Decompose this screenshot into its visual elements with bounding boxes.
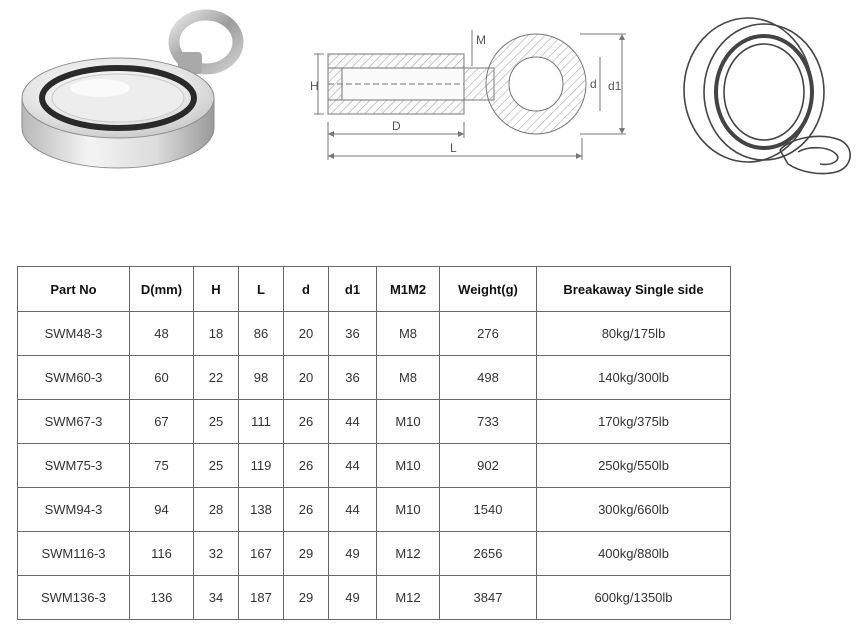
cell-l: 138 — [239, 488, 284, 532]
spec-table — [17, 266, 731, 620]
table-row — [18, 312, 731, 356]
cell-breakaway: 400kg/880lb — [537, 532, 731, 576]
cell-h: 25 — [194, 444, 239, 488]
cell-l: 98 — [239, 356, 284, 400]
cell-h: 18 — [194, 312, 239, 356]
cell-d: 29 — [284, 576, 329, 620]
cell-d: 20 — [284, 356, 329, 400]
cell-part-no: SWM60-3 — [18, 356, 130, 400]
cell-weight: 498 — [440, 356, 537, 400]
cell-part-no: SWM48-3 — [18, 312, 130, 356]
cell-d: 26 — [284, 444, 329, 488]
cell-h: 25 — [194, 400, 239, 444]
dim-label-h: H — [310, 79, 319, 93]
dim-label-big-d: D — [392, 119, 401, 133]
cell-d: 20 — [284, 312, 329, 356]
cell-m1m2: M10 — [377, 400, 440, 444]
cell-l: 119 — [239, 444, 284, 488]
cell-weight: 2656 — [440, 532, 537, 576]
cell-l: 187 — [239, 576, 284, 620]
header-weight: Weight(g) — [440, 267, 537, 312]
cell-l: 111 — [239, 400, 284, 444]
table-row — [18, 400, 731, 444]
cell-breakaway: 140kg/300lb — [537, 356, 731, 400]
cell-weight: 3847 — [440, 576, 537, 620]
cell-d1: 44 — [329, 400, 377, 444]
cell-h: 32 — [194, 532, 239, 576]
header-part-no: Part No — [18, 267, 130, 312]
cell-breakaway: 250kg/550lb — [537, 444, 731, 488]
header-d: d — [284, 267, 329, 312]
header-d-mm: D(mm) — [130, 267, 194, 312]
cell-m1m2: M10 — [377, 488, 440, 532]
cell-m1m2: M8 — [377, 356, 440, 400]
cell-d1: 49 — [329, 576, 377, 620]
table-header-row — [18, 267, 731, 312]
cell-d1: 36 — [329, 312, 377, 356]
cell-breakaway: 600kg/1350lb — [537, 576, 731, 620]
cell-d-mm: 136 — [130, 576, 194, 620]
cell-d-mm: 67 — [130, 400, 194, 444]
table-row — [18, 444, 731, 488]
table-row — [18, 576, 731, 620]
cell-part-no: SWM67-3 — [18, 400, 130, 444]
cell-breakaway: 170kg/375lb — [537, 400, 731, 444]
cell-part-no: SWM75-3 — [18, 444, 130, 488]
eyebolt-ring — [174, 15, 238, 74]
cell-l: 86 — [239, 312, 284, 356]
header-m1m2: M1M2 — [377, 267, 440, 312]
header-h: H — [194, 267, 239, 312]
cell-d: 26 — [284, 488, 329, 532]
cell-part-no: SWM116-3 — [18, 532, 130, 576]
cell-d-mm: 60 — [130, 356, 194, 400]
cell-weight: 1540 — [440, 488, 537, 532]
header-breakaway: Breakaway Single side — [537, 267, 731, 312]
cell-h: 34 — [194, 576, 239, 620]
dim-label-m: M — [476, 33, 486, 47]
magnet-line-drawing — [660, 0, 867, 200]
header-d1: d1 — [329, 267, 377, 312]
cell-breakaway: 80kg/175lb — [537, 312, 731, 356]
table-row — [18, 488, 731, 532]
cell-breakaway: 300kg/660lb — [537, 488, 731, 532]
cell-h: 28 — [194, 488, 239, 532]
cell-l: 167 — [239, 532, 284, 576]
cell-weight: 733 — [440, 400, 537, 444]
cell-d1: 36 — [329, 356, 377, 400]
cell-d: 26 — [284, 400, 329, 444]
cell-d1: 49 — [329, 532, 377, 576]
cell-d-mm: 75 — [130, 444, 194, 488]
cell-part-no: SWM94-3 — [18, 488, 130, 532]
cell-d-mm: 116 — [130, 532, 194, 576]
cell-m1m2: M10 — [377, 444, 440, 488]
cell-m1m2: M12 — [377, 532, 440, 576]
magnet-product-photo — [0, 0, 260, 200]
cell-d: 29 — [284, 532, 329, 576]
dimension-diagram — [290, 10, 650, 180]
table-row — [18, 532, 731, 576]
cell-d1: 44 — [329, 488, 377, 532]
cell-m1m2: M12 — [377, 576, 440, 620]
cell-m1m2: M8 — [377, 312, 440, 356]
cell-part-no: SWM136-3 — [18, 576, 130, 620]
table-row — [18, 356, 731, 400]
cell-d-mm: 48 — [130, 312, 194, 356]
cell-d-mm: 94 — [130, 488, 194, 532]
cell-d1: 44 — [329, 444, 377, 488]
cell-weight: 902 — [440, 444, 537, 488]
cell-h: 22 — [194, 356, 239, 400]
cell-weight: 276 — [440, 312, 537, 356]
header-l: L — [239, 267, 284, 312]
dim-label-l: L — [450, 141, 457, 155]
dim-label-d1: d1 — [608, 79, 622, 93]
dim-label-d: d — [590, 77, 597, 91]
